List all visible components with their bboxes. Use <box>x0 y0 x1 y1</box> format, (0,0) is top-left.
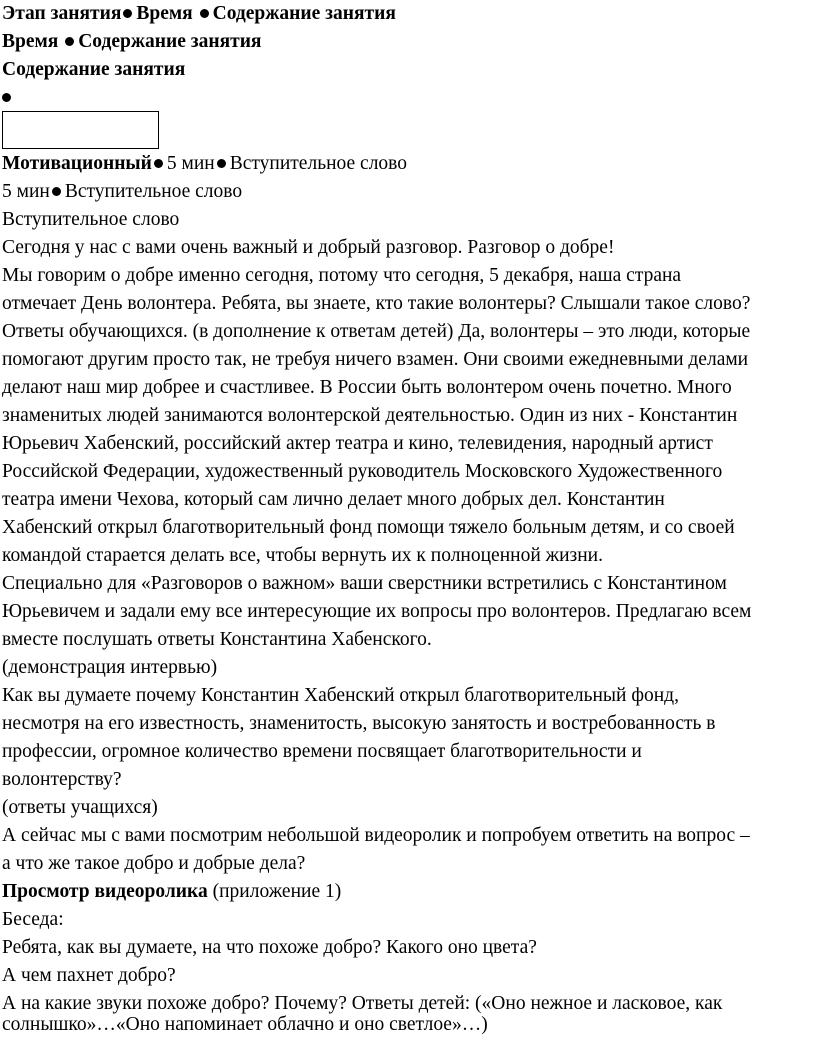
bullet-icon <box>200 9 209 18</box>
paragraph-line: А сейчас мы с вами посмотрим небольшой видеоролик и попробуем ответить на вопрос – <box>2 825 750 846</box>
paragraph-line: а что же такое добро и добрые дела? <box>2 853 306 874</box>
bullet-icon <box>123 9 132 18</box>
paragraph-line: несмотря на его известность, знаменитость, высокую занятость и востребованность в <box>2 713 716 734</box>
tail-line: А на какие звуки похоже добро? Почему? Ответы детей: («Оно нежное и ласковое, как <box>2 993 723 1014</box>
paragraph-line: Специально для «Разговоров о важном» ваши сверстники встретились с Константином <box>2 573 727 594</box>
paragraph-line: Юрьевичем и задали ему все интересующие их вопросы про волонтеров. Предлагаю всем <box>2 601 752 622</box>
header-time: Время <box>136 3 193 24</box>
paragraph-line: Ответы обучающихся. (в дополнение к ответам детей) Да, волонтеры – это люди, которые <box>2 321 751 342</box>
bullet-icon <box>65 37 74 46</box>
tail-line: Беседа: <box>2 909 64 930</box>
tail-line: солнышко»…«Оно напоминает облачно и оно светлое»…) <box>2 1014 488 1035</box>
header-content: Содержание занятия <box>212 3 396 24</box>
paragraph-line: профессии, огромное количество времени посвящает благотворительности и <box>2 741 642 762</box>
row-line-2 <box>2 178 242 206</box>
header-bullet-line <box>2 84 15 112</box>
paragraph-line: помогают другим просто так, не требуя ничего взамен. Они своими ежедневными делами <box>2 349 749 370</box>
paragraph-line: делают наш мир добрее и счастливее. В России быть волонтером очень почетно. Много <box>2 377 732 398</box>
paragraph-line: Российской Федерации, художественный руководитель Московского Художественного <box>2 461 723 482</box>
row-stage: Мотивационный <box>2 153 152 174</box>
video-note: (приложение 1) <box>207 881 342 902</box>
row-time: 5 мин <box>2 181 50 202</box>
row-title: Вступительное слово <box>64 181 243 202</box>
paragraph-line: отмечает День волонтера. Ребята, вы знаете, кто такие волонтеры? Слышали такое слово? <box>2 293 751 314</box>
paragraph-line: Хабенский открыл благотворительный фонд помощи тяжело больным детям, и со своей <box>2 517 735 538</box>
row-line-3 <box>2 206 179 234</box>
paragraph-line: Как вы думаете почему Константин Хабенский открыл благотворительный фонд, <box>2 685 679 706</box>
header-time: Время <box>2 31 59 52</box>
empty-table-cell <box>2 111 159 149</box>
paragraph-line: вместе послушать ответы Константина Хабенского. <box>2 629 432 650</box>
row-title: Вступительное слово <box>229 153 407 174</box>
paragraph-line: волонтерству? <box>2 769 122 790</box>
row-time: 5 мин <box>166 153 215 174</box>
paragraph-line: командой старается делать все, чтобы вернуть их к полноценной жизни. <box>2 545 603 566</box>
header-content: Содержание занятия <box>2 59 186 80</box>
paragraph-line: знаменитых людей занимаются волонтерской деятельностью. Один из них - Константин <box>2 405 738 426</box>
header-stage: Этап занятия <box>2 3 122 24</box>
tail-line: А чем пахнет добро? <box>2 965 176 986</box>
tail-line: Ребята, как вы думаете, на что похоже добро? Какого оно цвета? <box>2 937 537 958</box>
paragraph-line: Юрьевич Хабенский, российский актер театра и кино, телевидения, народный артист <box>2 433 713 454</box>
header-line-1 <box>2 0 396 28</box>
header-content: Содержание занятия <box>78 31 262 52</box>
paragraph-line: Сегодня у нас с вами очень важный и добрый разговор. Разговор о добре! <box>2 237 615 258</box>
bullet-icon <box>2 93 11 102</box>
video-line <box>2 878 341 906</box>
video-title: Просмотр видеоролика <box>2 881 208 902</box>
bullet-icon <box>217 159 226 168</box>
header-line-2 <box>2 28 261 56</box>
row-line-1 <box>2 150 407 178</box>
row-title: Вступительное слово <box>2 209 180 230</box>
header-line-3 <box>2 56 185 84</box>
paragraph-line: (ответы учащихся) <box>2 797 158 818</box>
paragraph-line: театра имени Чехова, который сам лично делает много добрых дел. Константин <box>2 489 665 510</box>
paragraph-line: Мы говорим о добре именно сегодня, потому что сегодня, 5 декабря, наша страна <box>2 265 682 286</box>
bullet-icon <box>52 187 61 196</box>
bullet-icon <box>154 159 163 168</box>
paragraph-line: (демонстрация интервью) <box>2 657 218 678</box>
